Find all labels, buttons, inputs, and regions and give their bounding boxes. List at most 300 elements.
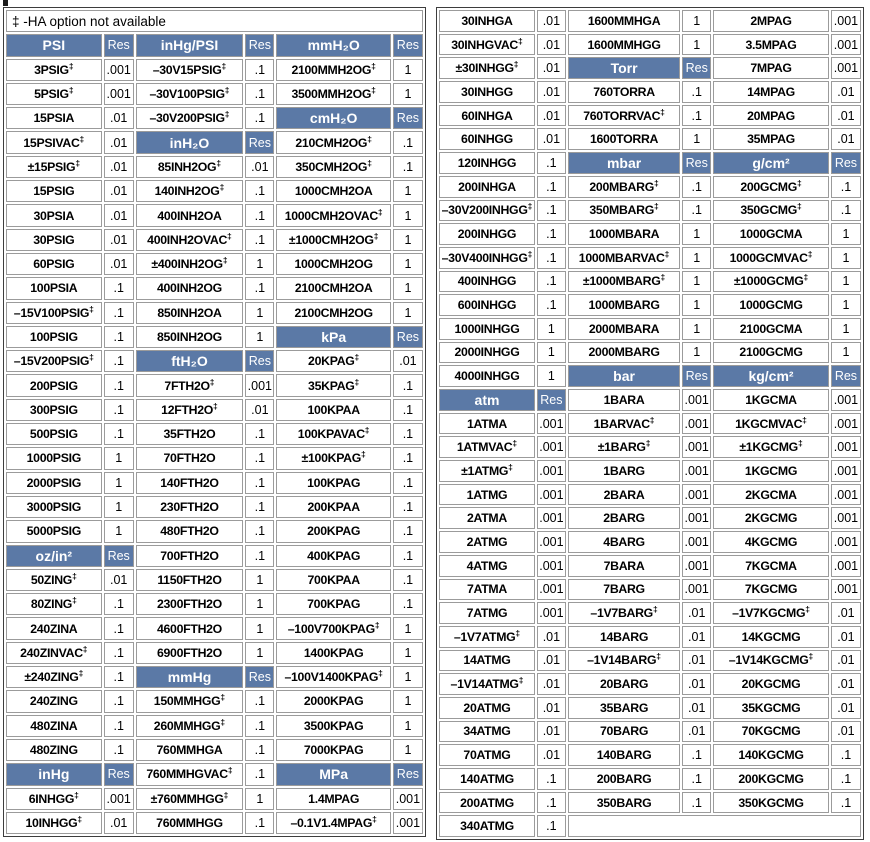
res-value-cell: .001 [682,460,711,482]
table-row [6,472,423,494]
res-value-cell: 1 [245,593,274,615]
table-row [439,507,861,529]
range-cell: 5000PSIG [6,520,102,542]
res-value-cell: .1 [537,152,566,174]
res-value-cell: .1 [104,399,134,421]
res-value-cell: .01 [831,673,861,695]
range-cell: –1V14BARG‡ [568,650,680,672]
range-cell: 34ATMG [439,721,535,743]
res-value-cell: .001 [682,413,711,435]
range-cell: ±1000CMH2OG‡ [276,229,390,251]
range-cell: 480ZING [6,739,102,761]
range-cell: 20KPAG‡ [276,350,390,372]
range-cell: 2000MBARA [568,318,680,340]
unit-header-cell: inHg/PSI [136,34,243,56]
range-cell: 35FTH2O [136,423,243,445]
range-cell: 210CMH2OG‡ [276,131,390,153]
res-value-cell: .001 [393,788,423,810]
range-cell: –30V100PSIG‡ [136,83,243,105]
range-cell: 2MPAG [713,10,829,32]
res-value-cell: .1 [537,768,566,790]
range-cell: 30INHGA [439,10,535,32]
res-value-cell: .1 [537,294,566,316]
res-value-cell: .001 [682,389,711,411]
unit-header-cell: mbar [568,152,680,174]
range-cell: 200KGCMG [713,768,829,790]
res-value-cell: .1 [682,744,711,766]
range-cell: 140KGCMG [713,744,829,766]
table-row [439,342,861,364]
res-value-cell: 1 [393,277,423,299]
range-cell: 140INH2OG‡ [136,180,243,202]
range-cell: 1BARA [568,389,680,411]
range-cell: 200KPAG [276,520,390,542]
res-value-cell: .1 [537,792,566,814]
res-value-cell: .1 [393,374,423,396]
res-value-cell: .1 [831,768,861,790]
res-value-cell: 1 [245,326,274,348]
table-row [6,107,423,129]
range-table-left-container [3,7,426,837]
range-cell: 7MPAG [713,57,829,79]
res-value-cell: .1 [245,520,274,542]
range-cell: –30V200PSIG‡ [136,107,243,129]
res-value-cell: .1 [245,447,274,469]
res-value-cell: .01 [831,128,861,150]
range-cell: 70KGCMG [713,721,829,743]
range-cell: 2000INHGG [439,342,535,364]
range-cell: 3PSIG‡ [6,59,102,81]
res-header-cell: Res [393,107,423,129]
range-cell: 1150FTH2O [136,569,243,591]
range-cell: 760MMHGA [136,739,243,761]
table-row [6,326,423,348]
res-value-cell: .01 [537,697,566,719]
res-value-cell: 1 [831,223,861,245]
range-cell: 4ATMG [439,555,535,577]
range-cell: –30V15PSIG‡ [136,59,243,81]
crop-artifact-mark [3,0,8,6]
range-cell: 2000PSIG [6,472,102,494]
table-row [439,294,861,316]
res-value-cell: .01 [245,156,274,178]
table-row [439,697,861,719]
res-value-cell: 1 [245,253,274,275]
table-row [6,229,423,251]
table-row [6,59,423,81]
range-cell: 230FTH2O [136,496,243,518]
unit-header-cell: kg/cm² [713,365,829,387]
res-value-cell: .01 [104,229,134,251]
unit-header-cell: cmH₂O [276,107,390,129]
range-table-right-container [436,7,864,840]
res-value-cell: .1 [537,200,566,222]
res-header-cell: Res [831,365,861,387]
range-cell: 1600MMHGG [568,34,680,56]
table-row [6,520,423,542]
range-cell: 240ZINA [6,617,102,639]
table-row [6,617,423,639]
range-cell: 240ZING [6,690,102,712]
res-value-cell: .1 [245,423,274,445]
res-value-cell: .1 [393,447,423,469]
unit-header-cell: PSI [6,34,102,56]
range-cell: 120INHGG [439,152,535,174]
range-cell: –15V100PSIG‡ [6,302,102,324]
table-row [6,812,423,834]
table-row [6,374,423,396]
res-value-cell: .1 [104,739,134,761]
range-cell: 70BARG [568,721,680,743]
res-value-cell: .01 [682,602,711,624]
res-value-cell: 1 [393,715,423,737]
res-value-cell: .1 [245,715,274,737]
res-value-cell: .001 [831,484,861,506]
range-cell: 350MBARG‡ [568,200,680,222]
range-cell: 1BARG [568,460,680,482]
res-value-cell: .001 [831,507,861,529]
table-row [439,673,861,695]
table-row [439,815,861,837]
table-row [6,156,423,178]
unit-header-cell: inHg [6,763,102,785]
res-value-cell: .01 [831,105,861,127]
range-cell: 200BARG [568,768,680,790]
res-value-cell: 1 [393,253,423,275]
res-value-cell: .1 [245,180,274,202]
range-cell: 700KPAA [276,569,390,591]
res-value-cell: .1 [831,200,861,222]
range-cell: –0.1V1.4MPAG‡ [276,812,390,834]
range-cell: –1V7ATMG‡ [439,626,535,648]
res-value-cell: .001 [831,413,861,435]
unit-header-cell: mmH₂O [276,34,390,56]
table-row [6,666,423,688]
range-cell: 400INH2OVAC‡ [136,229,243,251]
table-row [439,128,861,150]
res-value-cell: .1 [245,83,274,105]
range-cell: 1000MBARG [568,294,680,316]
range-cell: 140ATMG [439,768,535,790]
range-cell: 200INHGG [439,223,535,245]
table-row [439,365,861,387]
table-row [6,180,423,202]
range-cell: 850INH2OG [136,326,243,348]
range-cell: 2100GCMG [713,342,829,364]
res-value-cell: .1 [831,744,861,766]
res-value-cell: 1 [393,739,423,761]
range-cell: 400INHGG [439,271,535,293]
res-value-cell: .001 [104,59,134,81]
range-cell: 2100CMH2OG [276,302,390,324]
res-value-cell: .001 [831,34,861,56]
res-value-cell: .1 [104,350,134,372]
range-cell: 30INHGG [439,81,535,103]
range-cell: ±15PSIG‡ [6,156,102,178]
range-cell: 760TORRA [568,81,680,103]
range-cell: 200MBARG‡ [568,176,680,198]
range-cell: 70ATMG [439,744,535,766]
res-value-cell: .01 [537,81,566,103]
table-row [439,200,861,222]
res-value-cell: 1 [682,34,711,56]
range-cell: 15PSIVAC‡ [6,131,102,153]
range-cell: 500PSIG [6,423,102,445]
range-cell: ±240ZING‡ [6,666,102,688]
table-row [6,423,423,445]
res-value-cell: .01 [104,156,134,178]
range-cell: 15PSIA [6,107,102,129]
table-row [6,642,423,664]
res-value-cell: .001 [537,460,566,482]
res-value-cell: .1 [104,642,134,664]
range-cell: 760MMHGVAC‡ [136,763,243,785]
unit-header-cell: mmHg [136,666,243,688]
table-row [6,83,423,105]
res-value-cell: .01 [104,180,134,202]
range-cell: ±760MMHGG‡ [136,788,243,810]
range-cell: 7FTH2O‡ [136,374,243,396]
res-value-cell: .01 [537,34,566,56]
range-cell: 12FTH2O‡ [136,399,243,421]
res-header-cell: Res [393,34,423,56]
range-cell: 14MPAG [713,81,829,103]
range-cell: –1V7BARG‡ [568,602,680,624]
res-value-cell: .01 [537,105,566,127]
res-value-cell: 1 [682,318,711,340]
range-cell: 2000MBARG [568,342,680,364]
range-cell: 480ZINA [6,715,102,737]
res-value-cell: .1 [393,569,423,591]
range-cell: 200ATMG [439,792,535,814]
range-cell: 200PSIG [6,374,102,396]
res-value-cell: .01 [831,721,861,743]
table-row [439,81,861,103]
res-value-cell: .001 [537,484,566,506]
table-row [439,247,861,269]
range-cell: 240ZINVAC‡ [6,642,102,664]
res-value-cell: .1 [682,105,711,127]
range-cell: 35BARG [568,697,680,719]
table-row [6,204,423,226]
table-row [439,57,861,79]
table-row [6,302,423,324]
range-cell: 30PSIG [6,229,102,251]
range-cell: 7ATMA [439,579,535,601]
res-value-cell: .1 [245,204,274,226]
range-cell: 30PSIA [6,204,102,226]
unit-header-cell: ftH₂O [136,350,243,372]
range-cell: 200INHGA [439,176,535,198]
res-value-cell: .1 [682,81,711,103]
range-cell: –30V400INHGG‡ [439,247,535,269]
range-cell: 100PSIG [6,326,102,348]
res-value-cell: 1 [831,318,861,340]
res-value-cell: 1 [104,496,134,518]
res-value-cell: 1 [393,180,423,202]
res-value-cell: 1 [104,447,134,469]
range-cell: 350BARG [568,792,680,814]
table-row [439,318,861,340]
range-cell: 1600MMHGA [568,10,680,32]
res-value-cell: 1 [393,666,423,688]
res-value-cell: .01 [537,128,566,150]
res-value-cell: .1 [104,593,134,615]
res-value-cell: .01 [104,569,134,591]
res-value-cell: .001 [831,531,861,553]
range-cell: 1BARVAC‡ [568,413,680,435]
table-row [6,690,423,712]
res-value-cell: .1 [393,545,423,567]
range-cell: 340ATMG [439,815,535,837]
range-cell: 5PSIG‡ [6,83,102,105]
table-row [439,271,861,293]
res-value-cell: .1 [682,792,711,814]
table-row [6,739,423,761]
table-row [6,399,423,421]
res-header-cell: Res [393,326,423,348]
range-cell: 20MPAG [713,105,829,127]
res-value-cell: .001 [831,10,861,32]
range-cell: 7000KPAG [276,739,390,761]
res-value-cell: 1 [245,788,274,810]
res-value-cell: .001 [104,83,134,105]
table-row [439,531,861,553]
range-cell: 1000GCMG [713,294,829,316]
range-cell: 350CMH2OG‡ [276,156,390,178]
range-cell: ±1000MBARG‡ [568,271,680,293]
res-value-cell: .01 [831,81,861,103]
range-cell: –30V200INHGG‡ [439,200,535,222]
range-cell: 100KPAA [276,399,390,421]
range-cell: 2KGCMA [713,484,829,506]
res-value-cell: 1 [831,342,861,364]
res-header-cell: Res [682,152,711,174]
range-cell: 400INH2OA [136,204,243,226]
range-cell: 60INHGG [439,128,535,150]
table-row [6,545,423,567]
range-cell: 2300FTH2O [136,593,243,615]
table-row [6,350,423,372]
res-value-cell: .1 [537,176,566,198]
range-cell: 150MMHGG‡ [136,690,243,712]
res-value-cell: 1 [682,223,711,245]
res-value-cell: 1 [393,642,423,664]
res-value-cell: .01 [682,721,711,743]
res-header-cell: Res [537,389,566,411]
range-cell: 20KGCMG [713,673,829,695]
range-cell: 350KGCMG [713,792,829,814]
res-value-cell: .01 [393,350,423,372]
range-cell: 700FTH2O [136,545,243,567]
range-cell: –15V200PSIG‡ [6,350,102,372]
res-value-cell: 1 [104,520,134,542]
range-cell: 2ATMG [439,531,535,553]
res-value-cell: .01 [682,650,711,672]
range-cell: 7KGCMG [713,579,829,601]
range-cell: 100PSIA [6,277,102,299]
res-value-cell: .01 [104,107,134,129]
range-cell: 1ATMG [439,484,535,506]
range-cell: 2100GCMA [713,318,829,340]
res-value-cell: .001 [831,57,861,79]
res-header-cell: Res [104,763,134,785]
range-cell: 4KGCMG [713,531,829,553]
range-cell: –100V700KPAG‡ [276,617,390,639]
range-cell: 7ATMG [439,602,535,624]
res-value-cell: .01 [537,57,566,79]
res-value-cell: .1 [245,472,274,494]
res-value-cell: .1 [104,617,134,639]
res-value-cell: 1 [682,128,711,150]
range-cell: 60INHGA [439,105,535,127]
res-value-cell: 1 [831,271,861,293]
range-cell: 80ZING‡ [6,593,102,615]
range-cell: 350GCMG‡ [713,200,829,222]
res-value-cell: .1 [393,156,423,178]
res-value-cell: .1 [104,277,134,299]
unit-header-cell: Torr [568,57,680,79]
res-value-cell: .001 [537,507,566,529]
res-value-cell: .001 [537,555,566,577]
range-cell: 600INHGG [439,294,535,316]
range-cell: 4000INHGG [439,365,535,387]
range-cell: 15PSIG [6,180,102,202]
table-row [439,484,861,506]
table-row [6,447,423,469]
res-value-cell: .001 [831,555,861,577]
res-header-cell: Res [104,34,134,56]
pressure-range-table-right [437,8,863,839]
res-value-cell: .1 [245,545,274,567]
range-cell: 1KGCMG [713,460,829,482]
table-row [6,715,423,737]
table-row [439,650,861,672]
res-value-cell: .001 [831,579,861,601]
range-cell: 1000PSIG [6,447,102,469]
res-value-cell: .1 [393,496,423,518]
range-cell: 1ATMVAC‡ [439,436,535,458]
table-row [6,131,423,153]
table-row [6,34,423,56]
res-value-cell: .1 [393,423,423,445]
res-value-cell: .001 [537,579,566,601]
res-value-cell: .01 [537,673,566,695]
range-cell: 30INHGVAC‡ [439,34,535,56]
range-cell: 60PSIG [6,253,102,275]
table-row [439,10,861,32]
res-value-cell: .1 [393,593,423,615]
range-cell: 35KPAG‡ [276,374,390,396]
res-value-cell: .001 [682,507,711,529]
table-row [439,721,861,743]
res-value-cell: 1 [245,302,274,324]
res-value-cell: .001 [682,531,711,553]
res-value-cell: .01 [682,626,711,648]
range-cell: 700KPAG [276,593,390,615]
table-row [6,763,423,785]
res-header-cell: Res [245,666,274,688]
res-value-cell: .001 [831,460,861,482]
res-header-cell: Res [393,763,423,785]
table-row [439,768,861,790]
table-row [439,602,861,624]
range-cell: 1.4MPAG [276,788,390,810]
range-cell: 100KPAVAC‡ [276,423,390,445]
res-value-cell: .1 [104,666,134,688]
res-value-cell: 1 [245,642,274,664]
res-value-cell: .1 [245,812,274,834]
